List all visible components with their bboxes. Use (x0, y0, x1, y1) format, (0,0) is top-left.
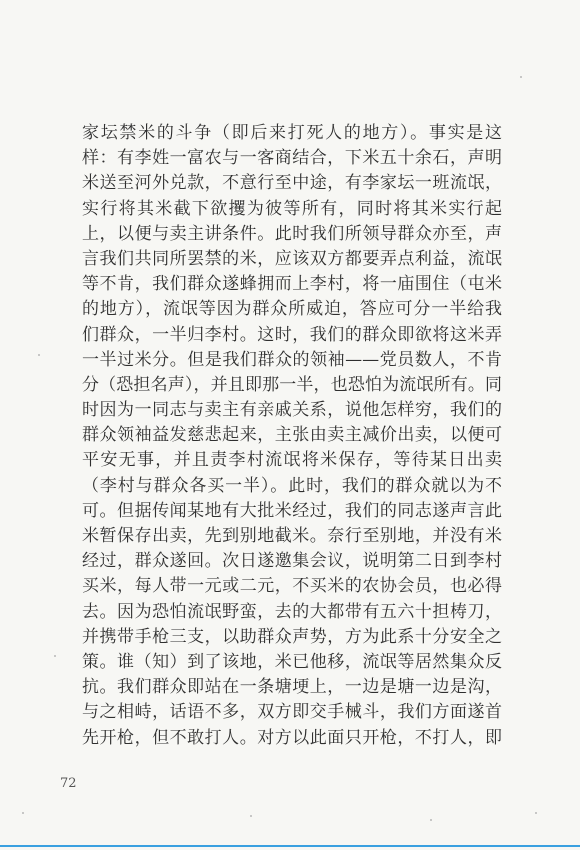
text-line: 样：有李姓一富农与一客商结合，下米五十余石，声明 (82, 148, 502, 169)
text-line: 策。谁（知）到了该地，米已他移，流氓等居然集众反 (82, 651, 502, 672)
text-line: （李村与群众各买一半）。此时，我们的群众就以为不 (82, 475, 502, 496)
text-line: 时因为一同志与卖主有亲戚关系，说他怎样穷，我们的 (82, 400, 502, 421)
paper-speck (535, 812, 537, 814)
body-text (82, 121, 502, 751)
text-line: 米送至河外兑款，不意行至中途，有李家坛一班流氓， (82, 173, 502, 194)
text-line: 上，以便与卖主讲条件。此时我们所领导群众亦至，声 (82, 223, 502, 244)
text-line: 可。但据传闻某地有大批米经过，我们的同志遂声言此 (82, 500, 502, 521)
text-line: 并携带手枪三支，以助群众声势，方为此系十分安全之 (82, 626, 502, 647)
text-line: 实行将其米截下欲攫为彼等所有，同时将其米实行起 (82, 198, 502, 219)
text-line: 们群众，一半归李村。这时，我们的群众即欲将这米弄 (82, 324, 502, 345)
text-line: 经过，群众遂回。次日遂邀集会议，说明第二日到李村 (82, 551, 502, 572)
paper-speck (22, 812, 24, 814)
bottom-rule (0, 845, 580, 847)
text-line: 先开枪，但不敢打人。对方以此面只开枪，不打人，即 (82, 727, 502, 748)
text-line: 与之相峙，话语不多，双方即交手械斗，我们方面遂首 (82, 702, 502, 723)
paper-speck (38, 354, 40, 356)
paper-speck (54, 655, 56, 657)
text-line: 等不肯，我们群众遂蜂拥而上李村，将一庙围住（屯米 (82, 274, 502, 295)
text-line: 一半过米分。但是我们群众的领袖——党员数人，不肯 (82, 349, 502, 370)
text-line: 米暂保存出卖，先到别地截米。奈行至别地，并没有米 (82, 526, 502, 546)
text-line: 抗。我们群众即站在一条塘埂上，一边是塘一边是沟， (82, 677, 502, 698)
text-line: 群众领袖益发慈悲起来，主张由卖主减价出卖，以便可 (82, 425, 502, 446)
text-line: 的地方），流氓等因为群众所威迫，答应可分一半给我 (82, 299, 502, 320)
paper-speck (520, 76, 522, 78)
paper-speck (250, 815, 252, 817)
text-line: 买米，每人带一元或二元，不买米的农协会员，也必得 (82, 576, 502, 597)
text-line: 言我们共同所罢禁的米，应该双方都要弄点利益，流氓 (82, 248, 502, 269)
page-number: 72 (60, 776, 77, 791)
text-line: 去。因为恐怕流氓野蛮，去的大都带有五六十担梼刀， (82, 601, 502, 622)
text-line: 平安无事，并且责李村流氓将米保存，等待某日出卖 (82, 450, 502, 471)
text-line: 家坛禁米的斗争（即后来打死人的地方）。事实是这 (82, 123, 502, 143)
paper-speck (430, 819, 432, 821)
text-line: 分（恐担名声），并且即那一半，也恐怕为流氓所有。同 (82, 374, 502, 395)
